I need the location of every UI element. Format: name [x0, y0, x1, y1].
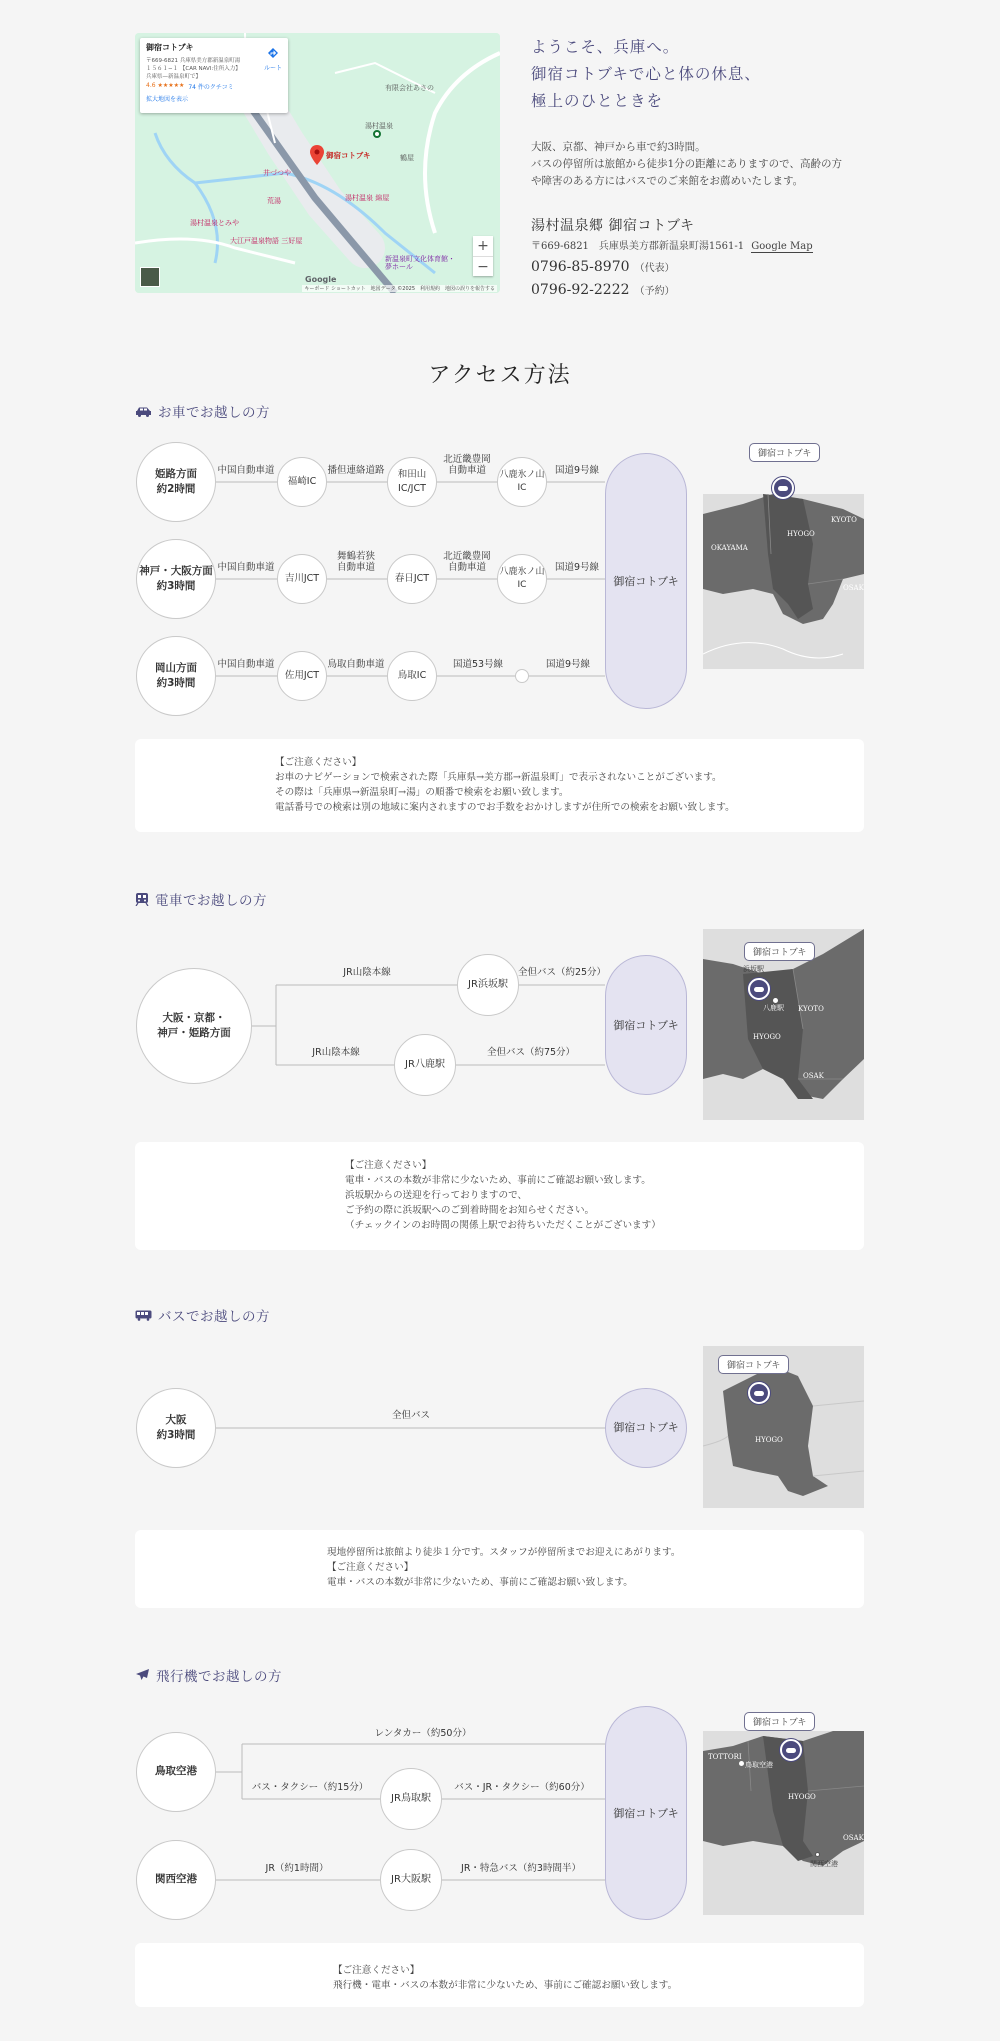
map-place-4: 荒湯: [267, 197, 281, 205]
train-note-line-2: 電車・バスの本数が非常に少ないため、事前にご確認お願い致します。: [345, 1175, 651, 1186]
bus-note-line-1: 現地停留所は旅館より徒歩１分です。スタッフが停留所までお迎えにあがります。: [327, 1547, 681, 1558]
car-node-tottori: 鳥取IC: [387, 651, 437, 701]
map-place-1: 有限会社あさの: [385, 84, 434, 92]
car-note-line-4: 電話番号での検索は別の地域に案内されますのでお手数をおかけしますが住所での検索をお願い致します。: [275, 802, 735, 813]
car-node-wadayama: 和田山 IC/JCT: [387, 457, 437, 507]
bus-note: [135, 1530, 864, 1608]
access-title: アクセス方法: [428, 363, 572, 388]
map-place-2: 湯村温泉 綿屋: [345, 194, 390, 202]
phone-reserve-note: （予約）: [634, 286, 675, 297]
car-node-fukusaki: 福崎IC: [277, 457, 327, 507]
car-map-label-hyogo: HYOGO: [787, 530, 815, 538]
train-route-3: JR山陰本線: [312, 1047, 360, 1058]
hotel-name: 湯村温泉郷 御宿コトブキ: [531, 218, 695, 234]
map-address-1: 〒669-6821 兵庫県美方郡新温泉町湯: [146, 58, 241, 64]
train-section-heading: 電車でお越しの方: [135, 889, 267, 909]
car-map-pin-label: 御宿コトブキ: [749, 443, 820, 462]
plane-map-label-osaka: OSAK: [843, 1834, 864, 1842]
plane-route-bus-taxi: バス・タクシー（約15分）: [251, 1782, 369, 1793]
plane-route-rentacar: レンタカー（約50分）: [374, 1728, 472, 1739]
bus-section-heading: バスでお越しの方: [135, 1305, 270, 1325]
train-map-label-kyoto: KYOTO: [798, 1005, 824, 1013]
car-region-map: [703, 494, 864, 669]
phone-main[interactable]: 0796-85-8970: [531, 259, 630, 275]
train-note-line-1: 【ご注意ください】: [345, 1160, 432, 1171]
plane-map-dot-tottori-airport: [739, 1761, 744, 1766]
bus-origin: 大阪 約3時間: [136, 1388, 216, 1468]
car-node-yoka-2: 八鹿氷ノ山 IC: [497, 554, 547, 604]
tagline-line-1: ようこそ、兵庫へ。: [531, 38, 680, 56]
map-place-name: 御宿コトブキ: [146, 43, 194, 52]
plane-note-line-1: 【ご注意ください】: [333, 1965, 420, 1976]
map-address-3: 兵庫県—新温泉町で】: [146, 74, 202, 80]
map-place-9: 湯村温泉: [365, 122, 393, 130]
plane-destination: 御宿コトブキ: [605, 1706, 687, 1920]
train-note-line-4: ご予約の際に浜坂駅へのご到着時間をお知らせください。: [345, 1205, 595, 1216]
train-route-2: 全但バス（約25分）: [517, 967, 607, 978]
plane-origin-kansai: 関西空港: [136, 1840, 216, 1920]
map-place-6: 大江戸温泉物語 三好屋: [230, 237, 303, 245]
car-note-line-2: お車のナビゲーションで検索された際「兵庫県→美方郡→新温泉町」で表示されないことがございます。: [275, 772, 722, 783]
train-node-hamasaka: JR浜坂駅: [457, 954, 519, 1016]
train-note-line-5: （チェックインのお時間の関係上駅でお待ちいただくことがございます）: [345, 1220, 661, 1231]
car-map-label-kyoto: KYOTO: [831, 516, 857, 524]
plane-map-label-kansai-airport: 関西空港: [810, 1860, 838, 1868]
car-note-line-3: その際は「兵庫県→新温泉町→湯」の順番で検索をお願い致します。: [275, 787, 569, 798]
map-zoom-in-button[interactable]: +: [477, 238, 489, 254]
plane-map-label-tottori: TOTTORI: [708, 1753, 742, 1761]
car-road-3-3: 国道53号線: [452, 659, 504, 670]
map-google-logo: Google: [305, 275, 337, 284]
plane-route-jr-express: JR・特急バス（約3時間半）: [461, 1863, 581, 1874]
car-note-line-1: 【ご注意ください】: [275, 757, 362, 768]
plane-node-jr-osaka: JR大阪駅: [380, 1849, 442, 1911]
car-map-pin-marker: [772, 477, 794, 499]
train-map-label-osaka: OSAK: [803, 1072, 824, 1080]
car-node-yoka-1: 八鹿氷ノ山 IC: [497, 457, 547, 507]
map-place-8: 鶴屋: [400, 154, 414, 162]
bus-map-pin-marker: [748, 1382, 770, 1404]
plane-map-pin-marker: [780, 1739, 802, 1761]
train-node-yoka: JR八鹿駅: [394, 1034, 456, 1096]
bus-note-line-2: 【ご注意ください】: [327, 1562, 414, 1573]
plane-note-line-2: 飛行機・電車・バスの本数が非常に少ないため、事前にご確認お願い致します。: [333, 1980, 678, 1991]
car-destination: 御宿コトブキ: [605, 453, 687, 709]
map-rating: 4.6 ★★★★★: [146, 82, 185, 89]
map-attribution: キーボード ショートカット 地図データ ©2025 利用規約 地図の誤りを報告する: [304, 286, 495, 292]
train-note: [135, 1142, 864, 1250]
map-review-count[interactable]: 74 件のクチコミ: [188, 84, 234, 91]
plane-node-jr-tottori: JR鳥取駅: [380, 1768, 442, 1830]
car-road-1-4: 国道9号線: [554, 465, 600, 476]
map-directions-button[interactable]: ルート: [264, 44, 282, 72]
car-road-3-2: 鳥取自動車道: [327, 659, 385, 670]
car-node-yokawa: 吉川JCT: [277, 554, 327, 604]
train-route-1: JR山陰本線: [343, 967, 391, 978]
car-origin-kobe-osaka: 神戸・大阪方面 約3時間: [136, 539, 216, 619]
plane-map-dot-kansai-airport: [815, 1852, 820, 1857]
train-origin: 大阪・京都・ 神戸・姫路方面: [136, 968, 252, 1084]
map-marker-label: 御宿コトブキ: [326, 151, 371, 160]
plane-note: [135, 1943, 864, 2007]
plane-section-heading: 飛行機でお越しの方: [135, 1665, 282, 1685]
bus-note-line-3: 電車・バスの本数が非常に少ないため、事前にご確認お願い致します。: [327, 1577, 633, 1588]
train-route-4: 全但バス（約75分）: [486, 1047, 576, 1058]
train-map-pin-label: 御宿コトブキ: [744, 942, 815, 961]
map-place-5: 湯村温泉とみや: [190, 219, 239, 227]
car-road-2-3: 北近畿豊岡 自動車道: [443, 551, 491, 574]
map-enlarge-link[interactable]: 拡大地図を表示: [146, 96, 189, 103]
map-zoom-out-button[interactable]: −: [473, 256, 493, 276]
car-junction-dot: [515, 669, 529, 683]
car-map-label-okayama: OKAYAMA: [711, 544, 748, 552]
bus-icon: [135, 1310, 152, 1321]
train-map-pin-marker: [748, 978, 770, 1000]
car-section-heading: お車でお越しの方: [135, 401, 270, 421]
train-map-label-hyogo: HYOGO: [753, 1033, 781, 1041]
tagline-line-3: 極上のひとときを: [531, 92, 664, 110]
bus-map-pin-label: 御宿コトブキ: [718, 1355, 789, 1374]
hotel-address: 〒669-6821 兵庫県美方郡新温泉町湯1561-1: [531, 241, 745, 252]
car-note: [135, 739, 864, 832]
car-map-label-osaka: OSAK: [843, 584, 864, 592]
phone-reserve[interactable]: 0796-92-2222: [531, 282, 630, 298]
plane-map-pin-label: 御宿コトブキ: [744, 1712, 815, 1731]
car-origin-okayama: 岡山方面 約3時間: [136, 636, 216, 716]
car-road-2-2: 舞鶴若狭 自動車道: [336, 551, 376, 574]
train-destination: 御宿コトブキ: [605, 955, 687, 1095]
car-road-1-2: 播但連絡道路: [327, 465, 385, 476]
map-place-7: 新温泉町文化体育館・夢ホール: [385, 255, 455, 272]
bus-route: 全但バス: [391, 1410, 431, 1421]
desc-line-3: や障害のある方にはバスでのご来館をお薦めいたします。: [531, 175, 804, 187]
google-map-link[interactable]: Google Map: [751, 241, 813, 252]
car-road-1-3: 北近畿豊岡 自動車道: [443, 454, 491, 477]
train-map-label-yoka: 八鹿駅: [763, 1004, 784, 1012]
phone-main-note: （代表）: [634, 263, 675, 274]
tagline-line-2: 御宿コトブキで心と体の休息、: [531, 65, 761, 83]
plane-route-jr: JR（約1時間）: [265, 1863, 329, 1874]
car-node-sayo: 佐用JCT: [277, 651, 327, 701]
car-road-3-4: 国道9号線: [545, 659, 591, 670]
train-map-label-hamasaka: 浜坂駅: [743, 965, 764, 973]
train-note-line-3: 浜坂駅からの送迎を行っておりますので、: [345, 1190, 528, 1201]
map-address-2: １５６１−１ 【CAR NAVI:住所入力】: [146, 66, 241, 72]
car-road-1-1: 中国自動車道: [217, 465, 275, 476]
plane-map-label-tottori-airport: 鳥取空港: [745, 1761, 773, 1769]
bus-map-label-hyogo: HYOGO: [755, 1436, 783, 1444]
desc-line-1: 大阪、京都、神戸から車で約3時間。: [531, 141, 706, 153]
car-road-3-1: 中国自動車道: [217, 659, 275, 670]
map-place-3: 井づつや: [263, 169, 291, 177]
plane-origin-tottori: 鳥取空港: [136, 1732, 216, 1812]
car-node-kasuga: 春日JCT: [387, 554, 437, 604]
car-origin-himeji: 姫路方面 約2時間: [136, 442, 216, 522]
plane-map-label-hyogo: HYOGO: [788, 1793, 816, 1801]
desc-line-2: バスの停留所は旅館から徒歩1分の距離にありますので、高齢の方: [531, 158, 842, 170]
bus-destination: 御宿コトブキ: [605, 1388, 687, 1468]
airplane-icon: [135, 1668, 150, 1682]
plane-route-bus-jr-taxi: バス・JR・タクシー（約60分）: [454, 1782, 590, 1793]
car-road-2-1: 中国自動車道: [217, 562, 275, 573]
car-road-2-4: 国道9号線: [554, 562, 600, 573]
